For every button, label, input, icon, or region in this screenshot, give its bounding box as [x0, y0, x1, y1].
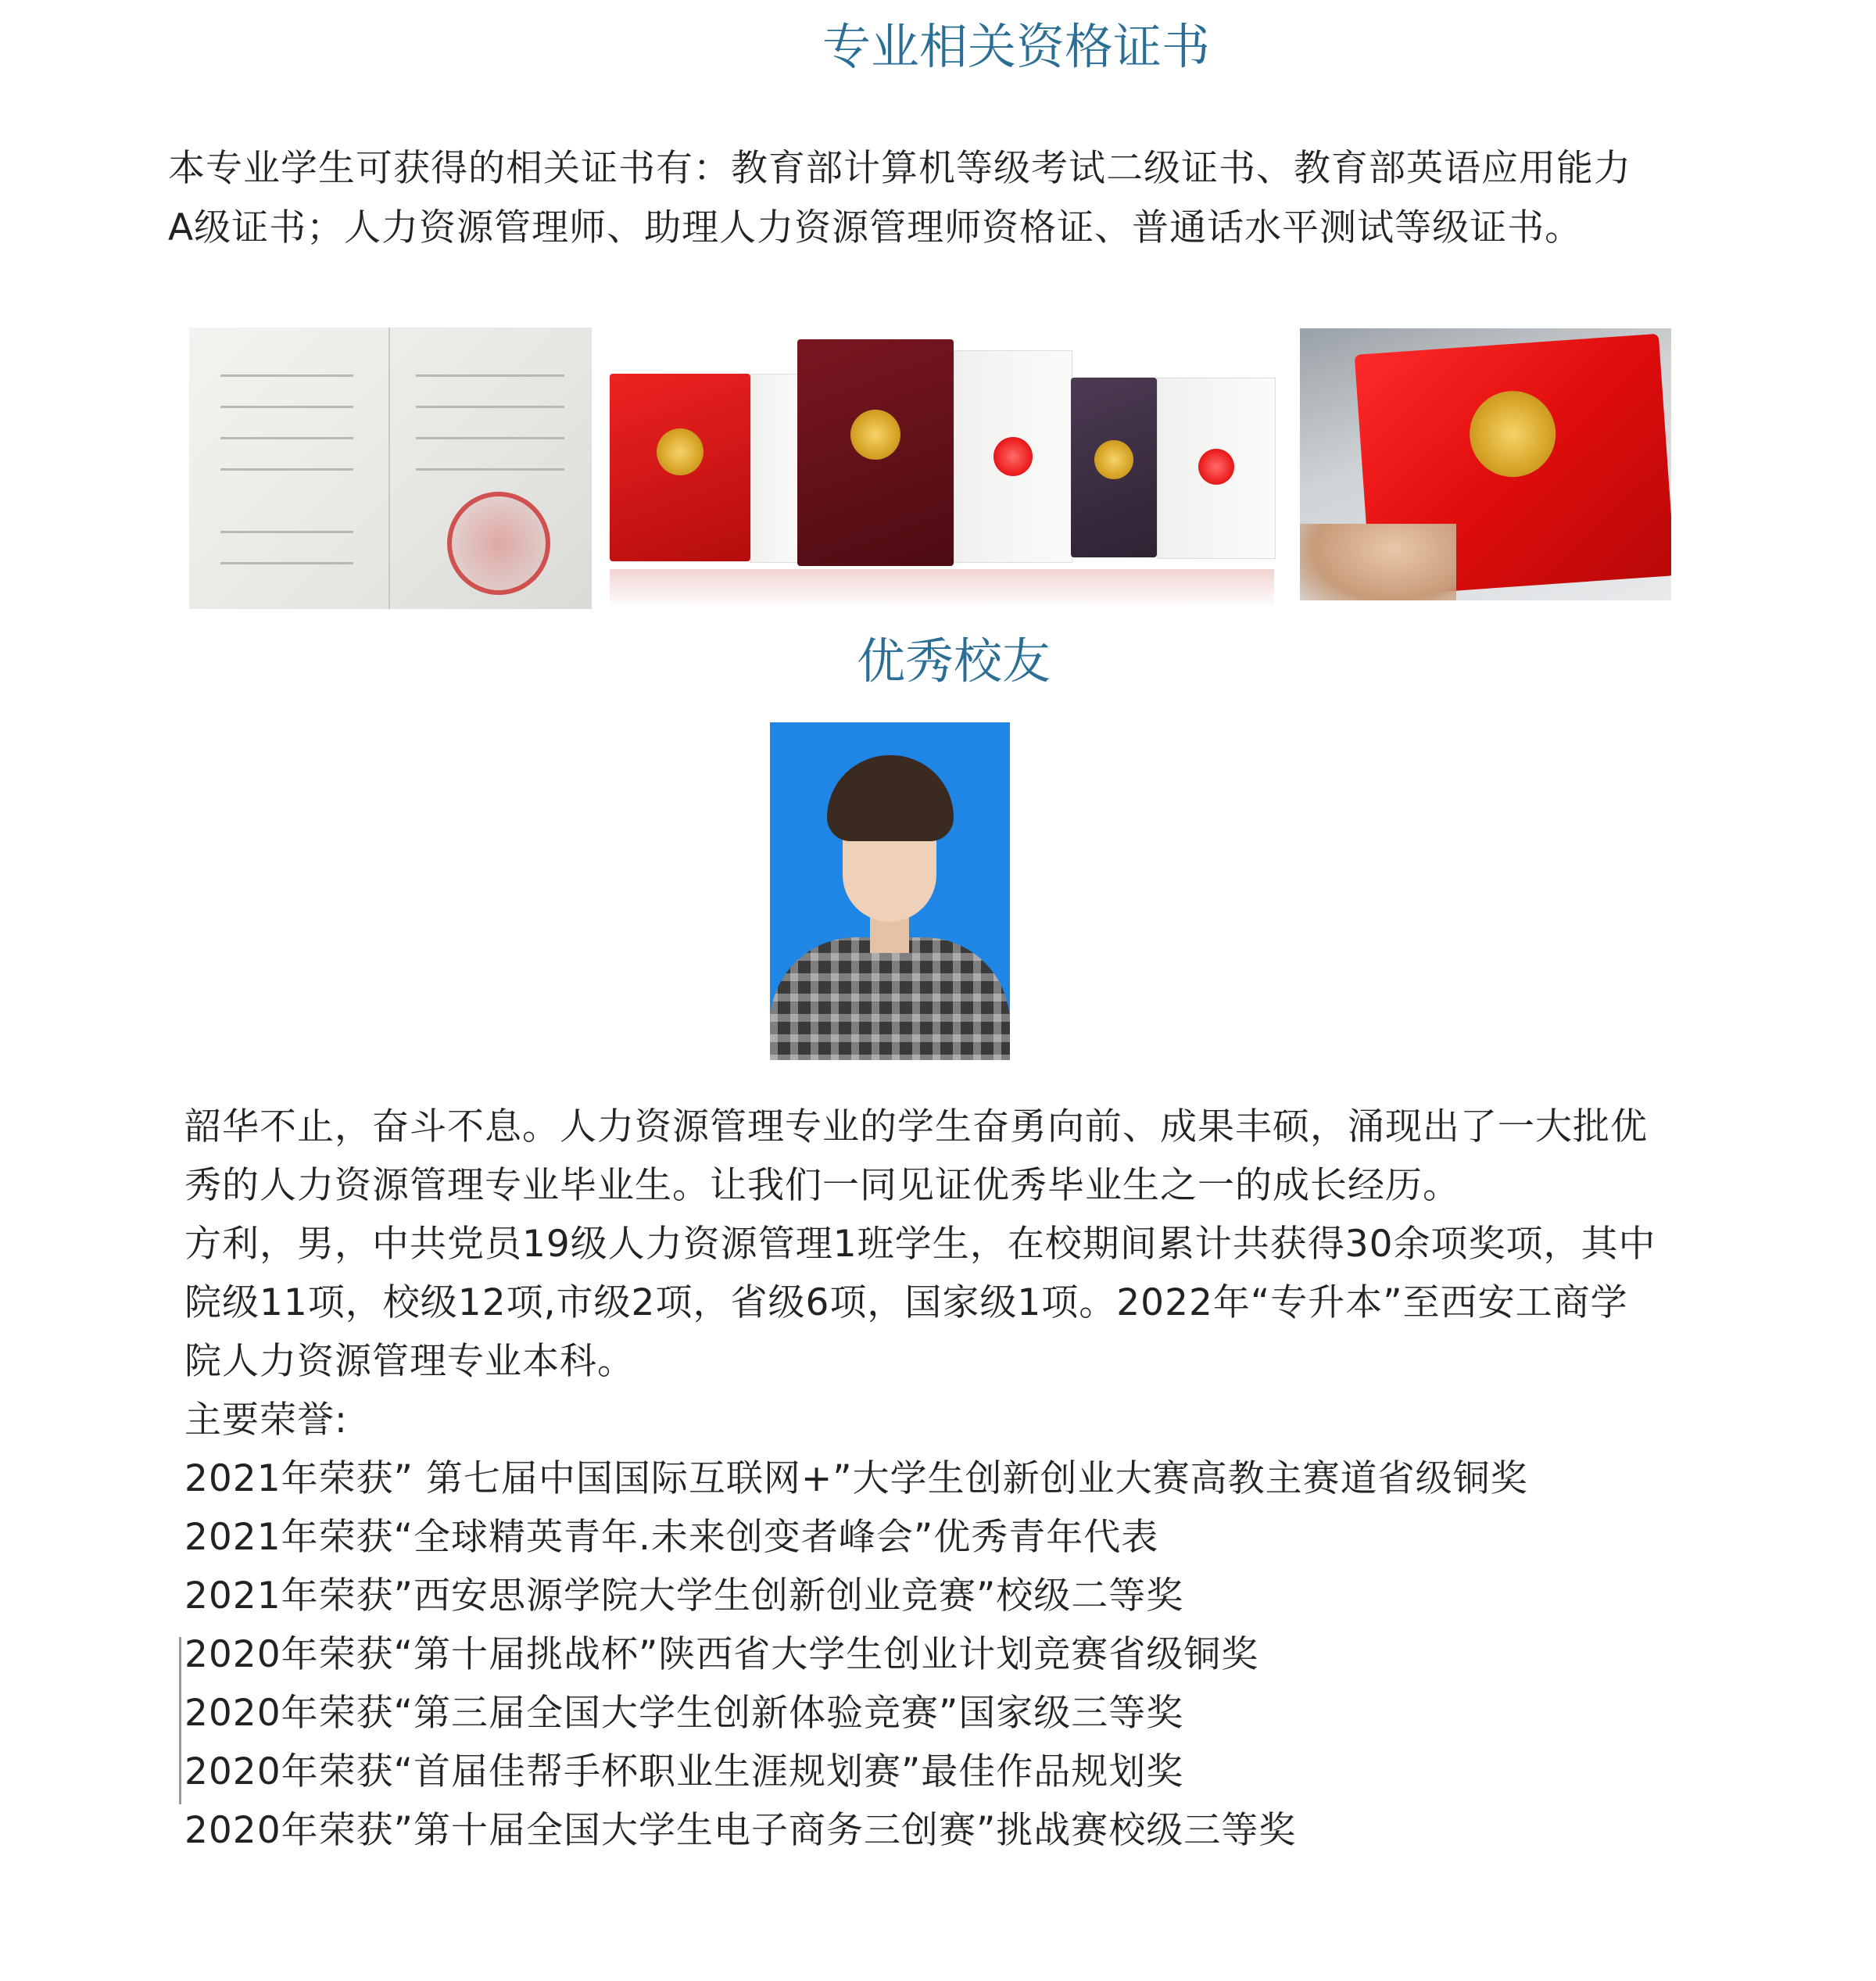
honor-item: 2020年荣获“第三届全国大学生创新体验竞赛”国家级三等奖	[184, 1692, 1184, 1735]
honor-item: 2020年荣获”第十届全国大学生电子商务三创赛”挑战赛校级三等奖	[184, 1809, 1297, 1852]
maroon-book	[797, 339, 954, 566]
intro-line: 本专业学生可获得的相关证书有：教育部计算机等级考试二级证书、教育部英语应用能力	[168, 147, 1631, 190]
hair	[827, 755, 954, 841]
section-title-certificates: 专业相关资格证书	[822, 18, 1210, 75]
red-seal-icon	[447, 492, 550, 595]
honor-item: 2020年荣获“第十届挑战杯”陕西省大学生创业计划竞赛省级铜奖	[184, 1633, 1259, 1676]
story-line: 韶华不止，奋斗不息。人力资源管理专业的学生奋勇向前、成果丰硕，涌现出了一大批优	[184, 1105, 1648, 1148]
honor-item: 2021年荣获” 第七届中国国际互联网+”大学生创新创业大赛高教主赛道省级铜奖	[184, 1457, 1528, 1500]
story-line: 院级11项，校级12项,市级2项，省级6项，国家级1项。2022年“专升本”至西安工商学	[184, 1281, 1628, 1324]
alumnus-portrait	[770, 722, 1010, 1060]
left-border-line	[179, 1637, 181, 1804]
red-emblem-icon	[1198, 449, 1234, 485]
national-emblem-icon	[850, 410, 900, 460]
honors-heading: 主要荣誉:	[184, 1399, 348, 1442]
national-emblem-icon	[1094, 440, 1133, 479]
plaid-shirt	[770, 937, 1010, 1060]
story-line: 秀的人力资源管理专业毕业生。让我们一同见证优秀毕业生之一的成长经历。	[184, 1164, 1460, 1207]
national-emblem-icon	[1467, 388, 1559, 479]
certificates-intro	[168, 139, 1669, 258]
honor-item: 2020年荣获“首届佳帮手杯职业生涯规划赛”最佳作品规划奖	[184, 1750, 1184, 1793]
section-title-alumni: 优秀校友	[856, 632, 1051, 690]
national-emblem-icon	[657, 428, 704, 475]
certificate-inner-page-image	[189, 328, 592, 609]
purple-book	[1071, 378, 1157, 557]
story-line: 方利，男，中共党员19级人力资源管理1班学生，在校期间累计共获得30余项奖项，其中	[184, 1223, 1656, 1266]
hand-graphic	[1300, 524, 1456, 600]
certificate-books-image	[602, 335, 1284, 610]
honor-item: 2021年荣获”西安思源学院大学生创新创业竞赛”校级二等奖	[184, 1574, 1184, 1617]
red-emblem-icon	[993, 437, 1033, 476]
red-certificate-image	[1300, 328, 1671, 600]
honor-item: 2021年荣获“全球精英青年.未来创变者峰会”优秀青年代表	[184, 1516, 1159, 1559]
certificate-paper	[954, 350, 1072, 563]
red-book	[610, 374, 750, 561]
certificate-paper	[1157, 378, 1276, 559]
alumnus-story	[184, 1098, 1670, 1860]
story-line: 院人力资源管理专业本科。	[184, 1340, 635, 1383]
intro-line: A级证书；人力资源管理师、助理人力资源管理师资格证、普通话水平测试等级证书。	[168, 206, 1583, 249]
